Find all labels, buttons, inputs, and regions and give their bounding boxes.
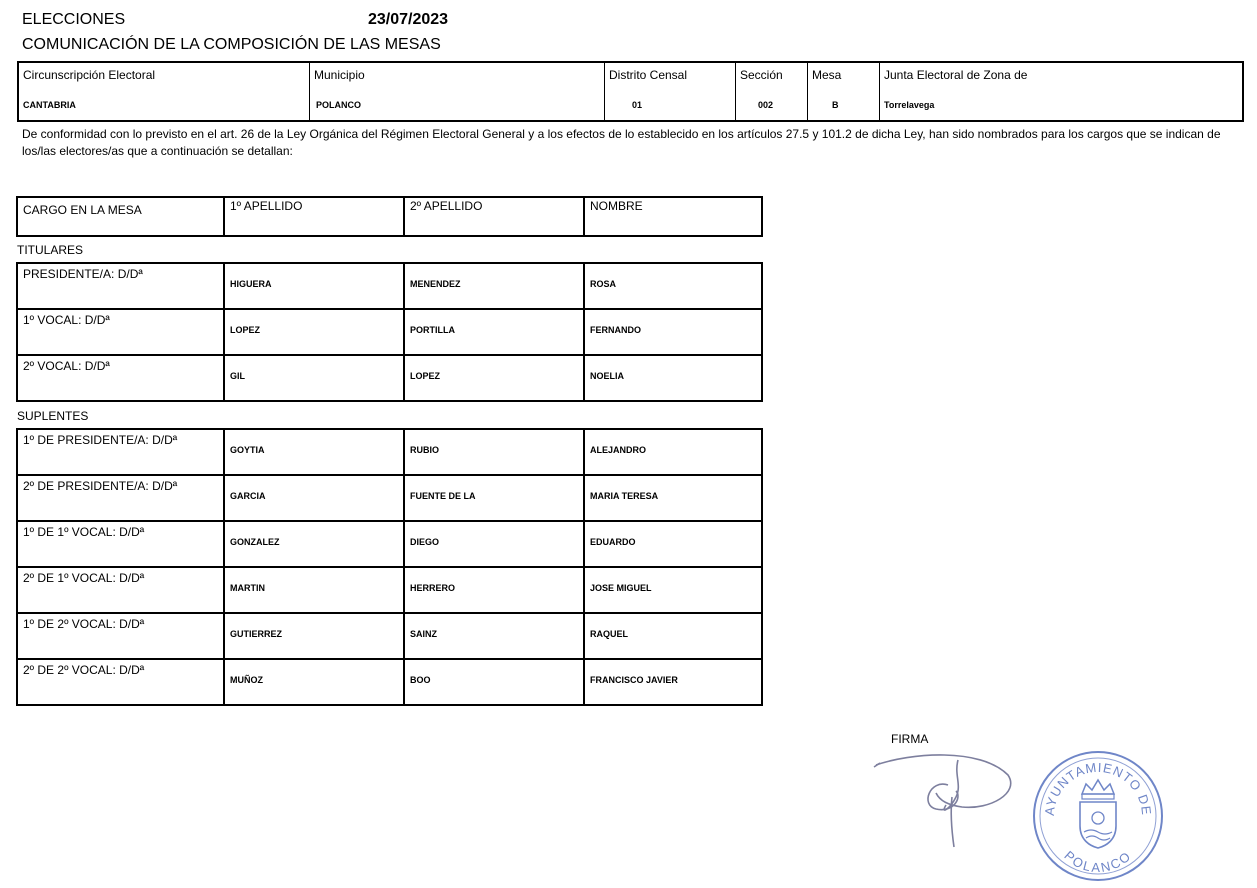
apellido-1-cell: MARTIN (230, 583, 265, 593)
cargo-cell: 1º DE 1º VOCAL: D/Dª (23, 525, 145, 539)
cargo-cell: 1º DE PRESIDENTE/A: D/Dª (23, 433, 178, 447)
election-date: 23/07/2023 (368, 11, 449, 28)
titulares-table (16, 262, 763, 402)
document-title: ELECCIONES (22, 11, 126, 28)
nombre-cell: NOELIA (590, 371, 625, 381)
signature-image (870, 745, 1020, 855)
apellido-2-cell: RUBIO (410, 445, 439, 455)
seccion-value: 002 (758, 100, 774, 110)
firma-label: FIRMA (891, 732, 929, 746)
apellido-2-cell: DIEGO (410, 537, 440, 547)
apellido-2-cell: BOO (410, 675, 431, 685)
suplentes-heading: SUPLENTES (17, 409, 89, 423)
mesa-value: B (832, 100, 839, 110)
apellido-1-cell: MUÑOZ (230, 675, 263, 685)
apellido-1-cell: GIL (230, 371, 245, 381)
cargo-cell: 2º DE 2º VOCAL: D/Dª (23, 663, 145, 677)
nombre-cell: FERNANDO (590, 325, 641, 335)
apellido-1-cell: GONZALEZ (230, 537, 280, 547)
table-row (18, 522, 761, 568)
svg-text:POLANCO (1061, 848, 1134, 875)
mesa-label: Mesa (812, 68, 842, 82)
circunscripcion-value: CANTABRIA (23, 100, 76, 110)
cargo-cell: 1º VOCAL: D/Dª (23, 313, 110, 327)
table-row (18, 614, 761, 660)
seal-stamp (1030, 748, 1166, 884)
nombre-cell: JOSE MIGUEL (590, 583, 652, 593)
distrito-cell (605, 63, 736, 120)
apellido-1-cell: HIGUERA (230, 279, 272, 289)
nombre-cell: RAQUEL (590, 629, 628, 639)
table-row (18, 356, 761, 400)
seccion-label: Sección (740, 68, 783, 82)
col-apellido-1: 1º APELLIDO (230, 199, 303, 213)
apellido-1-cell: GOYTIA (230, 445, 265, 455)
apellido-2-cell: SAINZ (410, 629, 437, 639)
nombre-cell: ROSA (590, 279, 617, 289)
cargo-cell: PRESIDENTE/A: D/Dª (23, 267, 143, 281)
apellido-1-cell: GUTIERREZ (230, 629, 283, 639)
apellido-2-cell: PORTILLA (410, 325, 455, 335)
nombre-cell: MARIA TERESA (590, 491, 659, 501)
table-row (18, 430, 761, 476)
cargo-cell: 2º VOCAL: D/Dª (23, 359, 110, 373)
col-apellido-2: 2º APELLIDO (410, 199, 483, 213)
apellido-2-cell: MENENDEZ (410, 279, 461, 289)
municipio-cell (310, 63, 605, 120)
junta-cell (880, 63, 1242, 120)
suplentes-table (16, 428, 763, 706)
apellido-1-cell: LOPEZ (230, 325, 261, 335)
document-subtitle: COMUNICACIÓN DE LA COMPOSICIÓN DE LAS MESAS (22, 36, 441, 53)
table-row (18, 568, 761, 614)
cargo-cell: 2º DE PRESIDENTE/A: D/Dª (23, 479, 178, 493)
circunscripcion-cell (19, 63, 310, 120)
cargo-cell: 1º DE 2º VOCAL: D/Dª (23, 617, 145, 631)
municipio-label: Municipio (314, 68, 365, 82)
nombre-cell: FRANCISCO JAVIER (590, 675, 678, 685)
info-box (17, 61, 1244, 122)
distrito-label: Distrito Censal (609, 68, 688, 82)
apellido-2-cell: LOPEZ (410, 371, 441, 381)
legal-paragraph: De conformidad con lo previsto en el art. 26 de la Ley Orgánica del Régimen Electoral General y a los efectos de lo establecido en los artículos 27.5 y 101.2 de dicha Ley, han sido nombrados para los cargos que se indican de los/las electores/as que a continuación se detallan: (22, 127, 1221, 158)
table-row (18, 476, 761, 522)
column-header-row (18, 198, 761, 235)
column-header-table (16, 196, 763, 237)
seal-top-text: AYUNTAMIENTO DE (1041, 759, 1155, 817)
table-row (18, 264, 761, 310)
nombre-cell: ALEJANDRO (590, 445, 647, 455)
col-nombre: NOMBRE (590, 199, 643, 213)
mesa-cell (808, 63, 880, 120)
seal-bottom-text: POLANCO (1061, 847, 1135, 876)
apellido-1-cell: GARCIA (230, 491, 266, 501)
distrito-value: 01 (632, 100, 643, 110)
titulares-heading: TITULARES (17, 243, 84, 257)
cargo-cell: 2º DE 1º VOCAL: D/Dª (23, 571, 145, 585)
circunscripcion-label: Circunscripción Electoral (23, 68, 156, 82)
svg-text:AYUNTAMIENTO DE (1042, 760, 1154, 817)
apellido-2-cell: FUENTE DE LA (410, 491, 476, 501)
nombre-cell: EDUARDO (590, 537, 636, 547)
seccion-cell (736, 63, 808, 120)
col-cargo: CARGO EN LA MESA (23, 203, 142, 217)
municipio-value: POLANCO (316, 100, 361, 110)
junta-value: Torrelavega (884, 100, 935, 110)
table-row (18, 660, 761, 704)
junta-label: Junta Electoral de Zona de (884, 68, 1028, 82)
apellido-2-cell: HERRERO (410, 583, 456, 593)
table-row (18, 310, 761, 356)
